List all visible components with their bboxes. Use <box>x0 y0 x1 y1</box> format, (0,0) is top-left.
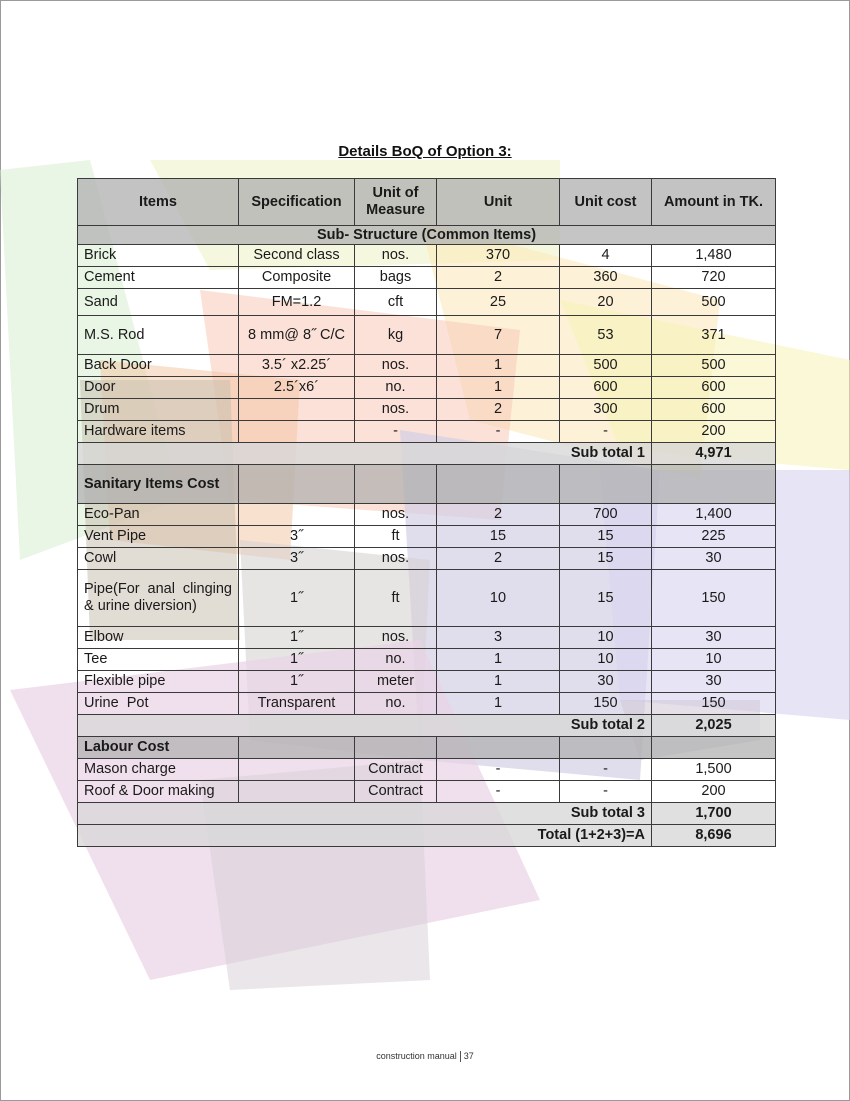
unit-cell: 1 <box>437 649 560 671</box>
header-unit-of-measure: Unit of Measure <box>355 179 437 226</box>
unit-cell: - <box>437 781 560 803</box>
section-title: Sanitary Items Cost <box>78 465 239 504</box>
amount-cell: 500 <box>652 289 776 316</box>
amount-cell: 600 <box>652 377 776 399</box>
spec-cell <box>239 504 355 526</box>
amount-cell: 30 <box>652 548 776 570</box>
item-cell: Back Door <box>78 355 239 377</box>
section-title: Labour Cost <box>78 737 239 759</box>
section-row-labour <box>78 737 776 759</box>
header-row <box>78 179 776 226</box>
spec-cell <box>239 399 355 421</box>
page-footer <box>0 1051 850 1062</box>
item-cell: Cowl <box>78 548 239 570</box>
subtotal-row-3 <box>78 803 776 825</box>
cost-cell: 15 <box>560 548 652 570</box>
amount-cell: 600 <box>652 399 776 421</box>
unit-cell: 10 <box>437 570 560 627</box>
cost-cell: - <box>560 421 652 443</box>
amount-cell: 1,480 <box>652 245 776 267</box>
table-row <box>78 399 776 421</box>
spec-cell: Transparent <box>239 693 355 715</box>
spec-cell: 1˝ <box>239 649 355 671</box>
total-label: Total (1+2+3)=A <box>78 825 652 847</box>
empty-cell <box>355 465 437 504</box>
unit-cell: - <box>437 759 560 781</box>
uom-cell: ft <box>355 526 437 548</box>
amount-cell: 30 <box>652 627 776 649</box>
spec-cell <box>239 421 355 443</box>
page-number: 37 <box>463 1051 474 1061</box>
spec-cell: 3˝ <box>239 548 355 570</box>
uom-cell: bags <box>355 267 437 289</box>
item-cell: Drum <box>78 399 239 421</box>
subtotal-amount: 1,700 <box>652 803 776 825</box>
subtotal-row-2 <box>78 715 776 737</box>
page-title: Details BoQ of Option 3: <box>338 143 512 160</box>
empty-cell <box>239 737 355 759</box>
uom-cell: cft <box>355 289 437 316</box>
spec-cell: Second class <box>239 245 355 267</box>
cost-cell: 30 <box>560 671 652 693</box>
amount-cell: 10 <box>652 649 776 671</box>
uom-cell: - <box>355 421 437 443</box>
uom-cell: nos. <box>355 399 437 421</box>
cost-cell: 500 <box>560 355 652 377</box>
amount-cell: 30 <box>652 671 776 693</box>
section-row-sanitary <box>78 465 776 504</box>
table-row <box>78 627 776 649</box>
cost-cell: 10 <box>560 627 652 649</box>
spec-cell: Composite <box>239 267 355 289</box>
cost-cell: - <box>560 759 652 781</box>
unit-cell: - <box>437 421 560 443</box>
unit-cell: 2 <box>437 267 560 289</box>
item-cell: Hardware items <box>78 421 239 443</box>
uom-cell: ft <box>355 570 437 627</box>
uom-cell: nos. <box>355 355 437 377</box>
table-row <box>78 781 776 803</box>
subtotal-label: Sub total 1 <box>78 443 652 465</box>
header-items: Items <box>78 179 239 226</box>
uom-cell: no. <box>355 377 437 399</box>
uom-cell: nos. <box>355 245 437 267</box>
unit-cell: 3 <box>437 627 560 649</box>
empty-cell <box>437 465 560 504</box>
table-row <box>78 245 776 267</box>
item-cell: Brick <box>78 245 239 267</box>
cost-cell: 360 <box>560 267 652 289</box>
item-cell: Vent Pipe <box>78 526 239 548</box>
spec-cell: 2.5´x6´ <box>239 377 355 399</box>
table-row <box>78 759 776 781</box>
empty-cell <box>239 465 355 504</box>
item-cell: Eco-Pan <box>78 504 239 526</box>
item-cell: Pipe(For anal clinging & urine diversion) <box>78 570 239 627</box>
footer-divider <box>460 1051 461 1062</box>
subtotal-row-1 <box>78 443 776 465</box>
uom-cell: nos. <box>355 504 437 526</box>
empty-cell <box>652 465 776 504</box>
empty-cell <box>652 737 776 759</box>
spec-cell <box>239 781 355 803</box>
table-row <box>78 671 776 693</box>
total-row <box>78 825 776 847</box>
amount-cell: 150 <box>652 693 776 715</box>
amount-cell: 1,400 <box>652 504 776 526</box>
subtotal-label: Sub total 3 <box>78 803 652 825</box>
unit-cell: 1 <box>437 355 560 377</box>
empty-cell <box>560 465 652 504</box>
uom-cell: Contract <box>355 781 437 803</box>
unit-cell: 1 <box>437 671 560 693</box>
amount-cell: 720 <box>652 267 776 289</box>
subtotal-amount: 2,025 <box>652 715 776 737</box>
table-row <box>78 316 776 355</box>
amount-cell: 225 <box>652 526 776 548</box>
spec-cell: 1˝ <box>239 671 355 693</box>
item-cell: Door <box>78 377 239 399</box>
unit-cell: 2 <box>437 548 560 570</box>
boq-table <box>77 178 776 847</box>
cost-cell: 600 <box>560 377 652 399</box>
unit-cell: 2 <box>437 399 560 421</box>
item-cell: Roof & Door making <box>78 781 239 803</box>
table-row <box>78 421 776 443</box>
unit-cell: 370 <box>437 245 560 267</box>
subtotal-amount: 4,971 <box>652 443 776 465</box>
unit-cell: 2 <box>437 504 560 526</box>
unit-cell: 1 <box>437 377 560 399</box>
item-cell: Mason charge <box>78 759 239 781</box>
spec-cell: 8 mm@ 8˝ C/C <box>239 316 355 355</box>
uom-cell: no. <box>355 649 437 671</box>
uom-cell: kg <box>355 316 437 355</box>
item-cell: Sand <box>78 289 239 316</box>
empty-cell <box>437 737 560 759</box>
table-row <box>78 377 776 399</box>
uom-cell: Contract <box>355 759 437 781</box>
unit-cell: 7 <box>437 316 560 355</box>
amount-cell: 500 <box>652 355 776 377</box>
table-row <box>78 526 776 548</box>
spec-cell <box>239 759 355 781</box>
table-row <box>78 289 776 316</box>
table-row <box>78 267 776 289</box>
cost-cell: 4 <box>560 245 652 267</box>
amount-cell: 371 <box>652 316 776 355</box>
spec-cell: 3.5´ x2.25´ <box>239 355 355 377</box>
cost-cell: 15 <box>560 570 652 627</box>
table-row <box>78 504 776 526</box>
item-cell: Tee <box>78 649 239 671</box>
spec-cell: 1˝ <box>239 570 355 627</box>
table-row <box>78 649 776 671</box>
total-amount: 8,696 <box>652 825 776 847</box>
unit-cell: 25 <box>437 289 560 316</box>
cost-cell: 700 <box>560 504 652 526</box>
amount-cell: 150 <box>652 570 776 627</box>
uom-cell: meter <box>355 671 437 693</box>
cost-cell: 15 <box>560 526 652 548</box>
spec-cell: 1˝ <box>239 627 355 649</box>
unit-cell: 1 <box>437 693 560 715</box>
item-cell: Cement <box>78 267 239 289</box>
footer-text: construction manual <box>376 1051 457 1061</box>
header-amount: Amount in TK. <box>652 179 776 226</box>
header-specification: Specification <box>239 179 355 226</box>
uom-cell: nos. <box>355 627 437 649</box>
unit-cell: 15 <box>437 526 560 548</box>
cost-cell: 53 <box>560 316 652 355</box>
subtotal-label: Sub total 2 <box>78 715 652 737</box>
section-title: Sub- Structure (Common Items) <box>78 226 776 245</box>
cost-cell: 10 <box>560 649 652 671</box>
amount-cell: 200 <box>652 781 776 803</box>
item-cell: Elbow <box>78 627 239 649</box>
amount-cell: 200 <box>652 421 776 443</box>
cost-cell: 150 <box>560 693 652 715</box>
table-row <box>78 570 776 627</box>
uom-cell: nos. <box>355 548 437 570</box>
cost-cell: - <box>560 781 652 803</box>
uom-cell: no. <box>355 693 437 715</box>
header-unit-cost: Unit cost <box>560 179 652 226</box>
header-unit: Unit <box>437 179 560 226</box>
table-row <box>78 693 776 715</box>
item-cell: Flexible pipe <box>78 671 239 693</box>
empty-cell <box>355 737 437 759</box>
empty-cell <box>560 737 652 759</box>
spec-cell: 3˝ <box>239 526 355 548</box>
cost-cell: 300 <box>560 399 652 421</box>
table-row <box>78 548 776 570</box>
item-cell: M.S. Rod <box>78 316 239 355</box>
section-row-sub-structure <box>78 226 776 245</box>
table-row <box>78 355 776 377</box>
spec-cell: FM=1.2 <box>239 289 355 316</box>
item-cell: Urine Pot <box>78 693 239 715</box>
cost-cell: 20 <box>560 289 652 316</box>
amount-cell: 1,500 <box>652 759 776 781</box>
